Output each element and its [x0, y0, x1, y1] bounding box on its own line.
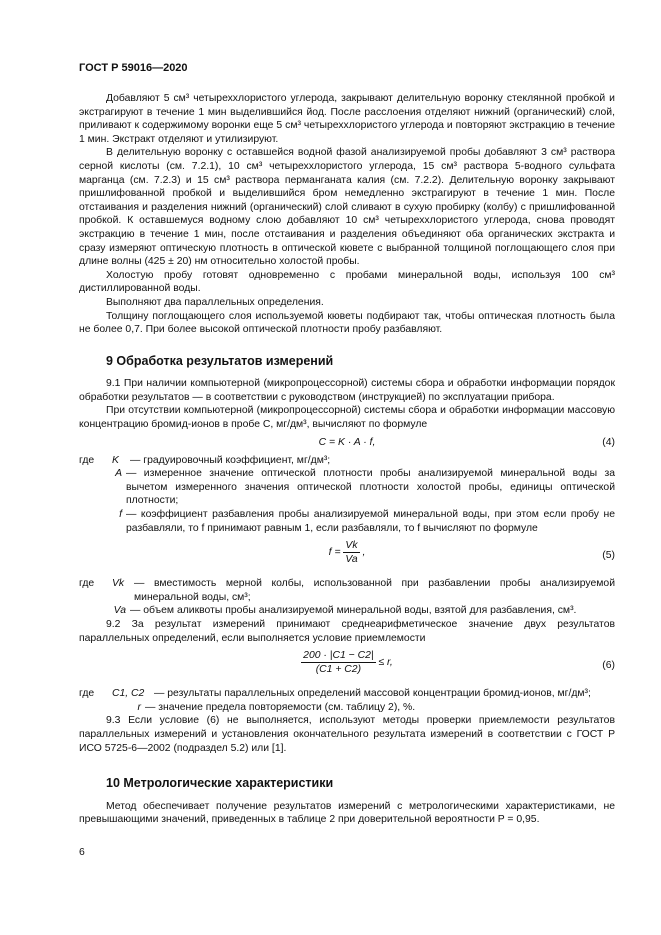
paragraph: В делительную воронку с оставшейся водной фазой анализируемой пробы добавляют 3 см³ раствора серной кислоты (см. 7.2.1), 10 см³ четыреххлористого углерода, 15 см³ раствора 5-водного сульфата марганца (см. 7.2.3) и 15 см³ раствора перманганата калия (см. 7.2.2). Делительную воронку закрывают пришлифованной пробкой и выделившийся бром немедленно экстрагируют в течение 1 мин. После отстаивания и разделения нижний (органический) слой сливают в сухую пробирку (колбу) с пришлифованной пробкой. К оставшемуся водному слою добавляют 10 см³ четыреххлористого углерода, снова проводят экстракцию в течение 1 мин, после отстаивания и разделения объединяют оба органических экстракта и сразу измеряют оптическую плотность в оптической кювете с выбранной толщиной поглощающего слоя при длине волны (425 ± 20) нм относительно холостой пробы.	[79, 147, 615, 268]
definition-text: — вместимость мерной колбы, использованной при разбавлении пробы анализируемой минеральной воды, см³;	[134, 578, 615, 603]
paragraph: 9.3 Если условие (6) не выполняется, используют методы проверки приемлемости результатов параллельных измерений и установления окончательного результата измерений в соответствии с ГОСТ Р ИСО 5725-6—2002 (подраздел 5.2) или [1].	[79, 715, 615, 754]
section-9-title: 9 Обработка результатов измерений	[106, 353, 334, 368]
formula-4	[79, 432, 615, 454]
definition-symbol: A	[115, 468, 122, 480]
definition-row	[79, 508, 615, 535]
definition-symbol: Va	[113, 605, 126, 617]
definition-symbol: f	[119, 509, 122, 521]
definition-row	[79, 577, 615, 604]
definition-row	[79, 467, 615, 508]
formula-6-rest: ≤ r,	[378, 656, 393, 668]
formula-5-rest: ,	[362, 546, 366, 558]
definition-text: — коэффициент разбавления пробы анализируемой минеральной воды, при этом если пробу не разбавляли, то f принимают равным 1, если разбавляли, то f вычисляют по формуле	[126, 509, 615, 534]
formula-5-number: (5)	[602, 550, 615, 562]
definition-row	[79, 454, 615, 468]
formula-5-numerator: Vk	[345, 540, 358, 552]
definitions-6	[79, 687, 615, 714]
formula-6-number: (6)	[602, 660, 615, 672]
definition-text: — объем аликвоты пробы анализируемой минеральной воды, взятой для разбавления, см³.	[130, 605, 577, 617]
page-number: 6	[79, 847, 85, 858]
where-label: где	[79, 454, 95, 466]
paragraph: При отсутствии компьютерной (микропроцессорной) системы сбора и обработки информации массовую концентрацию бромид-ионов в пробе C, мг/дм³, вычисляют по формуле	[79, 405, 615, 431]
paragraph: Холостую пробу готовят одновременно с пробами минеральной воды, используя 100 см³ дистиллированной воды.	[79, 269, 615, 295]
formula-5	[79, 537, 615, 575]
formula-6	[79, 647, 615, 685]
where-label: где	[79, 688, 95, 700]
definitions-5	[79, 577, 615, 618]
definition-row	[79, 701, 615, 715]
formula-5-lhs: f =	[328, 546, 341, 558]
formula-5-denominator: Va	[345, 554, 358, 566]
paragraph: Толщину поглощающего слоя используемой кюветы подбирают так, чтобы оптическая плотность была не более 0,7. При более высокой оптической плотности пробу разбавляют.	[79, 310, 615, 336]
definition-text: — результаты параллельных определений массовой концентрации бромид-ионов, мг/дм³;	[154, 688, 591, 700]
formula-4-expression: C = K · A · f,	[318, 436, 376, 448]
formula-6-numerator: 200 · |C1 − C2|	[303, 650, 374, 662]
definition-symbol: Vk	[112, 578, 125, 590]
paragraph: Метод обеспечивает получение результатов измерений с метрологическими характеристиками, не превышающими значений, приведенных в таблице 2 при доверительной вероятности P = 0,95.	[79, 800, 615, 826]
paragraph: Добавляют 5 см³ четыреххлористого углерода, закрывают делительную воронку стеклянной пробкой и экстрагируют в течение 1 мин выделившийся йод. После расслоения отделяют нижний (органический) слой, приливают к содержимому воронки еще 5 см³ четыреххлористого углерода и повторяют экстракцию в течение 1 мин. Экстракт отделяют и утилизируют.	[79, 93, 615, 145]
formula-5-fraction	[343, 539, 359, 566]
paragraph: 9.2 За результат измерений принимают среднеарифметическое значение двух результатов параллельных определений, если выполняется условие приемлемости	[79, 619, 615, 644]
paragraph: Выполняют два параллельных определения.	[106, 296, 324, 308]
definition-symbol: K	[112, 454, 119, 466]
section-10-title: 10 Метрологические характеристики	[106, 776, 334, 791]
definitions-4	[79, 454, 615, 536]
formula-6-denominator: (C1 + C2)	[315, 664, 362, 676]
definition-symbol: r	[137, 701, 141, 713]
paragraph: 9.1 При наличии компьютерной (микропроцессорной) системы сбора и обработки информации порядок обработки результатов — в соответствии с руководством (инструкцией) по эксплуатации прибора.	[79, 378, 615, 403]
definition-row	[79, 687, 615, 701]
definition-text: — градуировочный коэффициент, мг/дм³;	[130, 454, 331, 466]
document-body	[79, 92, 615, 827]
definition-symbol: C1, C2	[112, 688, 145, 700]
document-code: ГОСТ Р 59016—2020	[79, 62, 188, 74]
formula-4-number: (4)	[602, 436, 615, 448]
definition-text: — измеренное значение оптической плотности пробы анализируемой минеральной воды за вычетом измеренного значения оптической плотности холостой пробы, единицы оптической плотности;	[126, 468, 615, 507]
definition-row	[79, 604, 615, 618]
where-label: где	[79, 578, 95, 590]
definition-text: — значение предела повторяемости (см. таблицу 2), %.	[145, 701, 416, 713]
formula-6-fraction	[301, 649, 375, 676]
